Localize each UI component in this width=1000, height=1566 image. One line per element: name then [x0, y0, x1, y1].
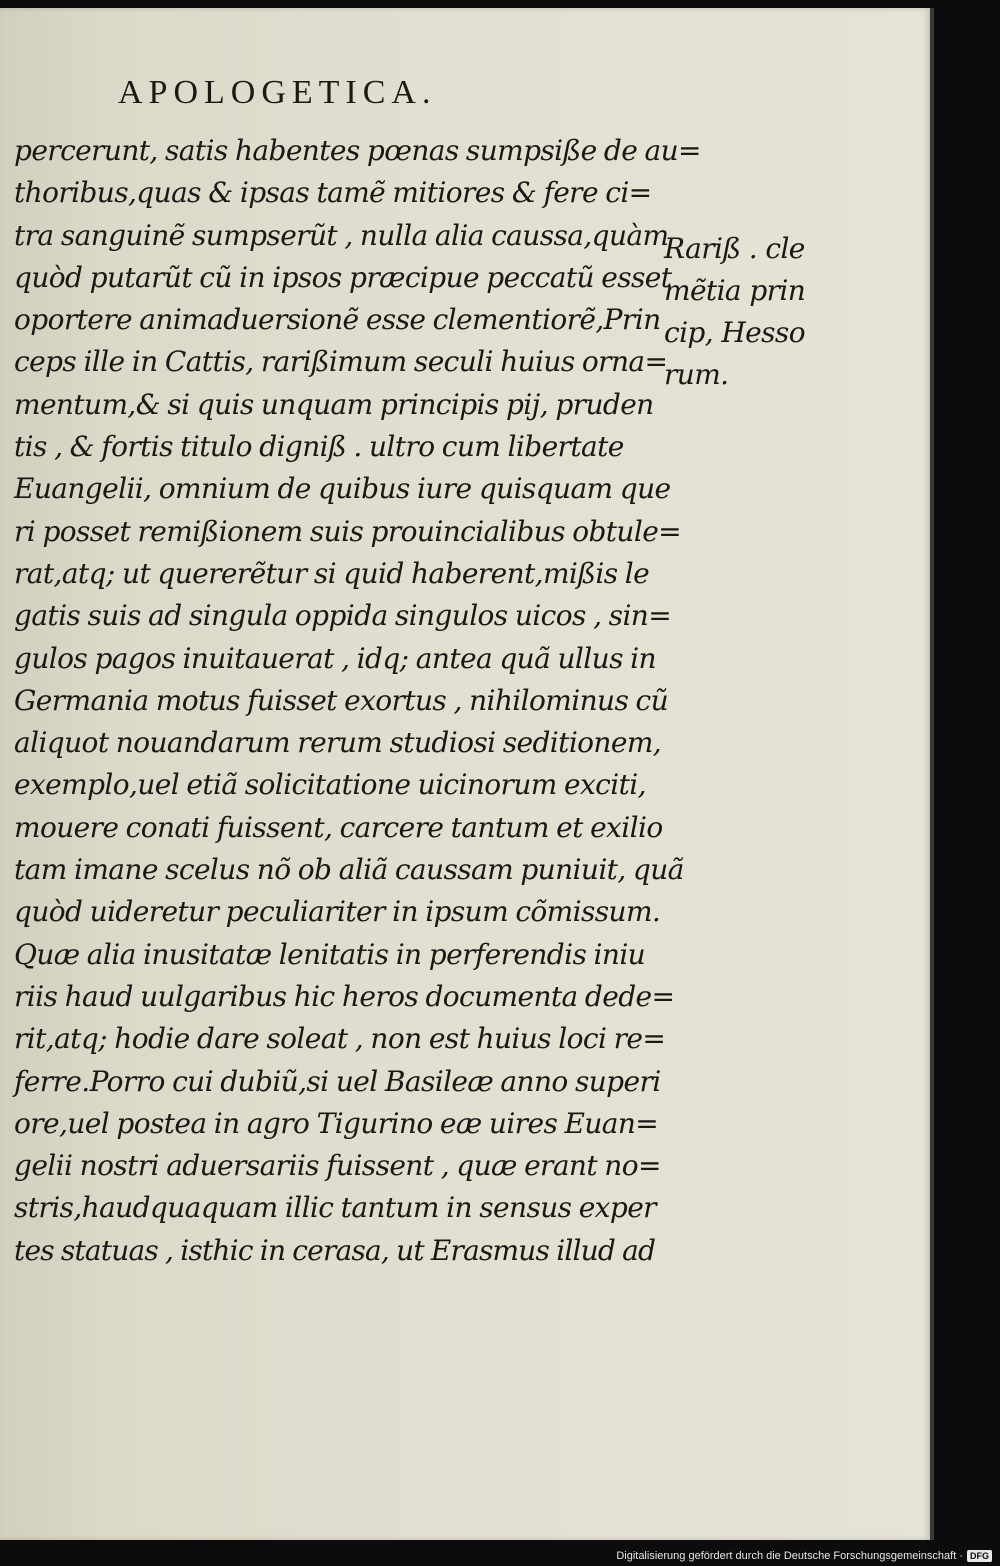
text-line: quòd putarũt cũ in ipsos præcipue peccatũ esset: [14, 260, 672, 294]
text-line: mentum,& si quis unquam principis pij, pruden: [14, 387, 654, 421]
text-line: gulos pagos inuitauerat , idq; antea quã ullus in: [14, 641, 656, 675]
text-line: riis haud uulgaribus hic heros documenta dede=: [14, 979, 675, 1013]
text-line: ore,uel postea in agro Tigurino eæ uires Euan=: [14, 1106, 659, 1140]
text-line: gelii nostri aduersariis fuissent , quæ erant no=: [14, 1149, 661, 1183]
text-line: tes statuas , isthic in cerasa, ut Erasmus illud ad: [14, 1233, 656, 1267]
marginal-note-line: mẽtia prin: [664, 274, 806, 307]
digitization-credit: [616, 1550, 992, 1562]
marginal-note: [664, 228, 814, 396]
text-line: tis , & fortis titulo digniß . ultro cum libertate: [14, 430, 624, 464]
text-line: tra sanguinẽ sumpserũt , nulla alia caussa,quàm: [14, 218, 669, 252]
text-line: tam imane scelus nõ ob aliã caussam puniuit, quã: [14, 853, 684, 887]
page-edge: [930, 8, 934, 1540]
text-line: thoribus,quas & ipsas tamẽ mitiores & fere ci=: [14, 176, 652, 210]
text-line: Germania motus fuisset exortus , nihilominus cũ: [14, 683, 669, 717]
text-line: quòd uideretur peculiariter in ipsum cõmissum.: [14, 895, 661, 929]
marginal-note-line: Rariß . cle: [664, 232, 805, 265]
text-line: ceps ille in Cattis, rarißimum seculi huius orna=: [14, 345, 668, 379]
running-header: APOLOGETICA.: [118, 74, 437, 111]
text-line: ri posset remißionem suis prouincialibus obtule=: [14, 514, 682, 548]
text-line: aliquot nouandarum rerum studiosi seditionem,: [14, 726, 662, 760]
text-line: Euangelii, omnium de quibus iure quisquam que: [14, 472, 671, 506]
body-text: [14, 130, 701, 1272]
text-line: gatis suis ad singula oppida singulos uicos , sin=: [14, 599, 672, 633]
text-line: rat,atq; ut quererẽtur si quid haberent,mißis le: [14, 556, 650, 590]
credit-text: Digitalisierung gefördert durch die Deutsche Forschungsgemeinschaft ·: [616, 1550, 963, 1562]
text-line: oportere animaduersionẽ esse clementiorẽ,Prin: [14, 303, 661, 337]
marginal-note-line: cip, Hesso: [664, 316, 805, 349]
text-line: Quæ alia inusitatæ lenitatis in perferendis iniu: [14, 937, 646, 971]
text-line: exemplo,uel etiã solicitatione uicinorum exciti,: [14, 768, 646, 802]
text-line: stris,haudquaquam illic tantum in sensus exper: [14, 1191, 656, 1225]
dfg-logo: DFG: [967, 1550, 992, 1562]
text-line: mouere conati fuissent, carcere tantum et exilio: [14, 810, 663, 844]
marginal-note-line: rum.: [664, 358, 729, 391]
text-line: ferre.Porro cui dubiũ,si uel Basileæ anno superi: [14, 1064, 661, 1098]
text-line: rit,atq; hodie dare soleat , non est huius loci re=: [14, 1022, 666, 1056]
text-line: percerunt, satis habentes pœnas sumpsiße de au=: [14, 134, 701, 167]
